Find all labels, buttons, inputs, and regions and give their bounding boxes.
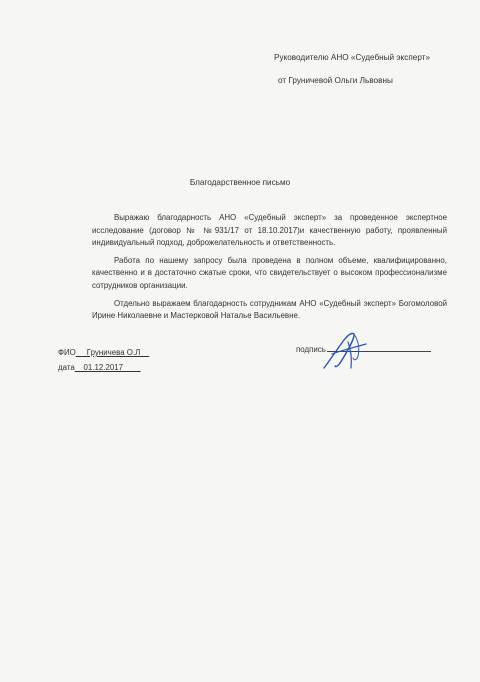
paragraph-3: Отдельно выражаем благодарность сотрудникам АНО «Судебный эксперт» Богомоловой Ирине Николаевне и Мастерковой Наталье Васильевне. xyxy=(92,298,447,321)
addressee-block xyxy=(274,46,430,92)
handwritten-signature xyxy=(318,330,372,372)
fio-label: ФИО xyxy=(58,348,76,357)
author-block xyxy=(58,345,149,375)
date-label: дата xyxy=(58,363,75,372)
signature-label: подпись xyxy=(296,345,326,354)
addressee-line-2: от Груничевой Ольги Львовны xyxy=(278,76,393,85)
fio-line xyxy=(58,345,149,360)
letter-title: Благодарственное письмо xyxy=(189,178,291,187)
addressee-line-1: Руководителю АНО «Судебный эксперт» xyxy=(274,53,430,62)
letter-body xyxy=(92,212,447,328)
fio-value: __ Груничева О.Л__ xyxy=(75,348,150,357)
paragraph-2: Работа по нашему запросу была проведена в полном объеме, квалифицированно, качественно и в достаточно сжатые сроки, что свидетельствует о высоком профессионализме сотрудников организации. xyxy=(92,255,447,290)
date-value: __01.12.2017____ xyxy=(74,363,141,372)
date-line xyxy=(58,360,149,375)
paragraph-1: Выражаю благодарность АНО «Судебный эксперт» за проведенное экспертное исследование (договор № №931/17 от 18.10.2017)и качественную работу, проявленный индивидуальный подход, доброжелательность и ответственность. xyxy=(92,213,447,248)
